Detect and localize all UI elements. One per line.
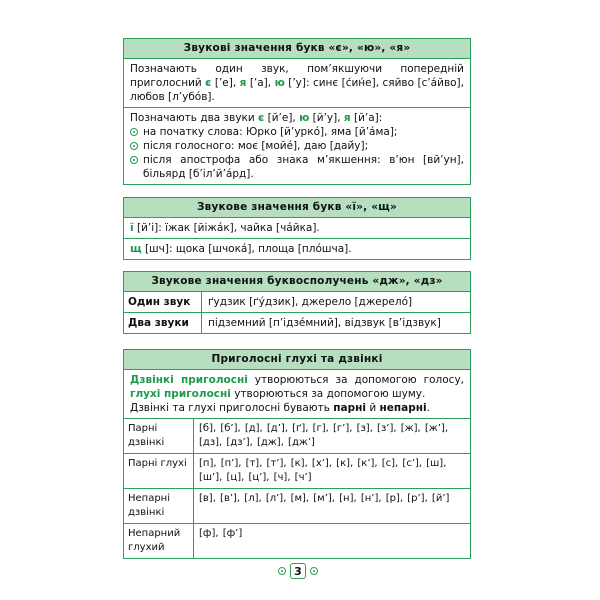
row-two-sounds <box>124 312 470 333</box>
letter-yi: ї <box>130 222 134 234</box>
bullet-icon <box>130 128 138 136</box>
term-paired: парні <box>333 402 366 414</box>
letter-yu: ю <box>299 112 310 124</box>
row-yi <box>124 218 470 238</box>
section-title: Звукове значення буквосполучень «дж», «дз» <box>124 272 470 292</box>
row-text: [в], [в’], [л], [л’], [м], [м’], [н], [н’], [р], [р’], [й’] <box>199 493 450 504</box>
section-title: Звукові значення букв «є», «ю», «я» <box>124 39 470 59</box>
table-row <box>124 523 470 558</box>
row-label: Один звук <box>124 292 202 312</box>
text: утворюються за допомогою голосу, <box>247 374 464 386</box>
text: [’а], <box>246 77 275 89</box>
table-row <box>124 418 470 453</box>
text: [й’а]: <box>350 112 383 124</box>
text: [й’і]: їжак [йіжáк], чайка [чáйка]. <box>133 222 320 234</box>
section-ye-yu-ya <box>123 38 471 185</box>
ornament-icon <box>278 567 286 575</box>
text: [’е], <box>211 77 240 89</box>
pairs-line <box>130 401 464 415</box>
section-voiced-voiceless <box>123 349 471 559</box>
row-text: [п], [п’], [т], [т’], [к], [х’], [к], [к’], [с], [с’], [ш], [ш’], [ц], [ц’], [ч], [ч’] <box>199 458 447 483</box>
text: Позначають два звуки <box>130 112 259 124</box>
letter-ya: я <box>239 77 247 89</box>
intro-paragraph <box>124 370 470 418</box>
section-dzh-dz <box>123 271 471 334</box>
letter-ye: є <box>205 77 212 89</box>
bullet-item <box>130 139 464 153</box>
row-text: [ф], [ф’] <box>199 528 243 539</box>
text: . <box>426 402 430 414</box>
row-shch <box>124 238 470 259</box>
two-sounds-paragraph <box>124 107 470 184</box>
bullet-item <box>130 125 464 139</box>
text: утворюються за допомогою шуму. <box>230 388 426 400</box>
row-label: Непарний глухий <box>124 524 194 558</box>
term-voiceless: глухі приголосні <box>130 388 231 400</box>
bullet-text: після голосного: моє [мойé], даю [дай́у]; <box>143 140 369 152</box>
page-number-box: 3 <box>290 563 306 579</box>
row-label: Два звуки <box>124 313 202 333</box>
bullet-icon <box>130 156 138 164</box>
section-title: Приголосні глухі та дзвінкі <box>124 350 470 370</box>
letter-shch: щ <box>130 243 142 255</box>
row-text: [б], [б’], [д], [д’], [ґ], [г], [г’], [з], [з’], [ж], [ж’], [дз], [дз’], [дж], [дж’] <box>199 423 449 448</box>
table-row <box>124 453 470 488</box>
row-label: Парні дзвінкі <box>124 419 194 453</box>
table-row <box>124 488 470 523</box>
text: й <box>366 402 380 414</box>
section-title: Звукове значення букв «ї», «щ» <box>124 198 470 218</box>
term-voiced: Дзвінкі приголосні <box>130 374 248 386</box>
bullet-icon <box>130 142 138 150</box>
letter-yu: ю <box>274 77 285 89</box>
term-unpaired: непарні <box>379 402 427 414</box>
row-one-sound <box>124 292 470 312</box>
page-number <box>278 563 318 579</box>
text: Позначають один звук, пом’якшуючи попередній приголосний <box>130 63 464 89</box>
row-label: Парні глухі <box>124 454 194 488</box>
bullet-text: після апострофа або знака м’якшення: в’юн [вй’ун], більярд [б’іл’й’áрд]. <box>143 154 464 180</box>
one-sound-paragraph <box>124 59 470 107</box>
row-text: ґудзик [ґу́дзик], джерело [джерелó] <box>208 296 413 308</box>
text: [й’е], <box>264 112 300 124</box>
ornament-icon <box>310 567 318 575</box>
text: [й’у], <box>309 112 344 124</box>
row-label: Непарні дзвінкі <box>124 489 194 523</box>
row-text: підземний [п’ідзéмний], відзвук [в’ідзвук] <box>208 317 441 329</box>
letter-ya: я <box>343 112 351 124</box>
text: Дзвінкі та глухі приголосні бувають <box>130 402 334 414</box>
two-sounds-intro <box>130 111 464 125</box>
text: [’у]: синє [с́ин́е], сяйво [с’áйво], любов [л’убóв]. <box>130 77 464 103</box>
text: [шч]: щока [шчокá], площа [плóшча]. <box>141 243 352 255</box>
bullet-text: на початку слова: Юрко [й’уркó], яма [й’áма]; <box>143 126 398 138</box>
section-yi-shch <box>123 197 471 260</box>
bullet-item <box>130 153 464 181</box>
letter-ye: є <box>258 112 265 124</box>
